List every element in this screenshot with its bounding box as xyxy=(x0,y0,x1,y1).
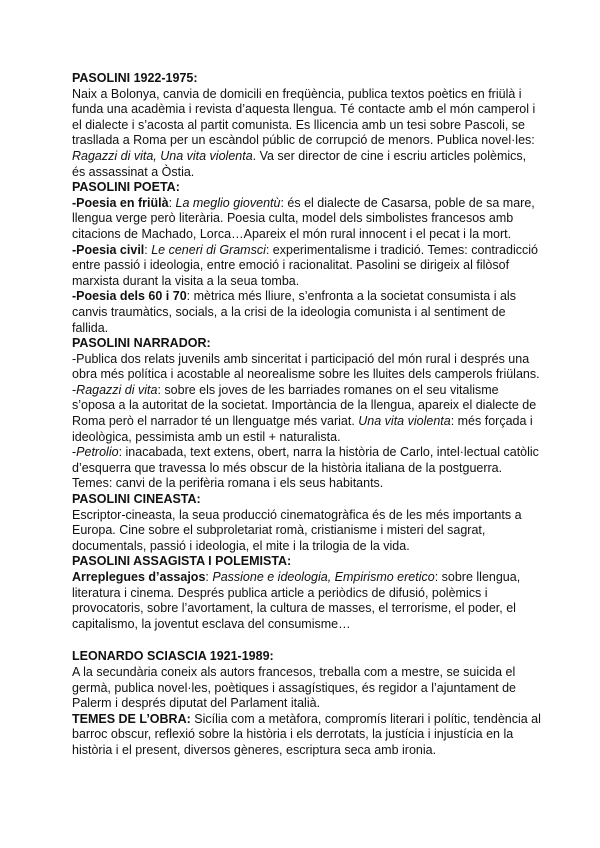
civil-title: Le ceneri di Gramsci xyxy=(151,242,266,257)
assagista-titles: Passione e ideologia, Empirismo eretico xyxy=(212,570,435,584)
friula-sep: : xyxy=(168,195,176,210)
p3-dash: - xyxy=(72,445,77,460)
bio-text-end: . Va ser director de cine i escriu articles polèmics, és assassinat a Òstia. xyxy=(72,148,527,179)
p2-text2: : més forçada i ideològica, pessimista amb un estil + naturalista. xyxy=(72,414,533,444)
s6070-label: -Poesia dels 60 i 70 xyxy=(72,289,187,304)
pasolini-bio xyxy=(72,87,542,181)
narrador-p2 xyxy=(72,383,542,445)
s6070-text: : mètrica més lliure, s’enfronta a la societat consumista i als canvis traumàtics, socials, a la crisi de la ideologia comunista i al sentiment de fallida. xyxy=(72,289,516,335)
narrador-heading: PASOLINI NARRADOR: xyxy=(72,336,211,351)
cineasta-heading: PASOLINI CINEASTA: xyxy=(72,492,201,507)
poesia-civil xyxy=(72,243,542,290)
friula-label: -Poesia en friülà xyxy=(72,195,169,210)
assagista-sep: : xyxy=(205,570,213,584)
bio-text: Naix a Bolonya, canvia de domicili en freqüència, publica textos poètics en friülà i funda una acadèmia i revista d’aquesta llengua. Té contacte amb el món camperol i el dialecte i s’acosta al partit comunista. Es llicencia amb un tesi sobre Pascoli, se trasllada a Roma per un escàndol públic de corrupció de menors. Publica novel·les: xyxy=(72,86,536,148)
p2-title1: Ragazzi di vita xyxy=(76,382,158,397)
section-gap xyxy=(72,632,542,649)
civil-sep: : xyxy=(144,242,152,257)
sciascia-temes xyxy=(72,712,542,759)
p2-title2: Una vita violenta xyxy=(358,414,451,429)
p3-text: : inacabada, text extens, obert, narra la història de Carlo, intel·lectual catòlic d’esquerra que travessa lo més obscur de la història italiana de la postguerra. Temes: canvi de la perifèria romana i els seus habitants. xyxy=(72,445,539,491)
document-page xyxy=(72,71,542,759)
temes-text: Sicília com a metàfora, compromís literari i polític, tendència al barroc obscur, reflexió sobre la història i els derrotats, la justícia i injustícia en la història i el present, diversos gèneres, escriptura seca amb ironia. xyxy=(72,711,541,757)
poeta-heading: PASOLINI POETA: xyxy=(72,180,180,195)
assagista-heading: PASOLINI ASSAGISTA I POLEMISTA: xyxy=(72,554,292,569)
bio-titles: Ragazzi di vita, Una vita violenta xyxy=(72,148,253,163)
poesia-60-70 xyxy=(72,289,542,336)
assagista-label: Arreplegues d’assajos xyxy=(72,570,206,584)
p3-title: Petrolio xyxy=(76,445,119,460)
sciascia-heading: LEONARDO SCIASCIA 1921-1989: xyxy=(72,649,274,664)
poesia-friula xyxy=(72,196,542,243)
p2-text1: : sobre els joves de les barriades romanes on el seu vitalisme s’oposa a la autoritat de la societat. Importància de la llengua, apareix el dialecte de Roma però el narrador té un llenguatge més variat. xyxy=(72,382,537,429)
civil-text: : experimentalisme i tradició. Temes: contradicció entre passió i ideologia, entre emoció i racionalitat. Pasolini se dirigeix al filòsof marxista durant la visita a la seua tomba. xyxy=(72,242,538,288)
narrador-p3 xyxy=(72,445,542,492)
friula-title: La meglio gioventù xyxy=(175,195,281,210)
friula-text: : és el dialecte de Casarsa, poble de sa mare, llengua verge però literària. Poesia culta, model dels simbolistes francesos amb citacions de Machado, Lorca…Apareix el món rural innocent i el pecat i la mort. xyxy=(72,195,535,241)
p2-dash: - xyxy=(72,382,77,397)
temes-label: TEMES DE L’OBRA: xyxy=(72,711,191,726)
cineasta-p1: Escriptor-cineasta, la seua producció cinematogràfica és de les més importants a Europa. Cine sobre el subproletariat romà, cristianisme i misteri del sagrat, documentals, passió i ideologia, el mite i la trilogia de la vida. xyxy=(72,507,522,553)
pasolini-heading: PASOLINI 1922-1975: xyxy=(72,71,198,85)
sciascia-bio: A la secundària coneix als autors francesos, treballa com a mestre, se suicida el germà, publica novel·les, poètiques i assagístiques, és regidor a l’ajuntament de Palerm i després diputat del Parlament italià. xyxy=(72,664,517,711)
assagista-p1 xyxy=(72,570,542,632)
narrador-p1: -Publica dos relats juvenils amb sinceritat i participació del món rural i després una obra més política i acostable al neorealisme sobre les lluites dels camperols friülans. xyxy=(72,351,540,382)
civil-label: -Poesia civil xyxy=(72,242,145,257)
assagista-text: : sobre llengua, literatura i cinema. Després publica article a periòdics de difusió, polèmics i provocatoris, sobre l’avortament, la cultura de masses, el terrorisme, el poder, el capitalismo, la joventut esclava del consumisme… xyxy=(72,570,521,631)
